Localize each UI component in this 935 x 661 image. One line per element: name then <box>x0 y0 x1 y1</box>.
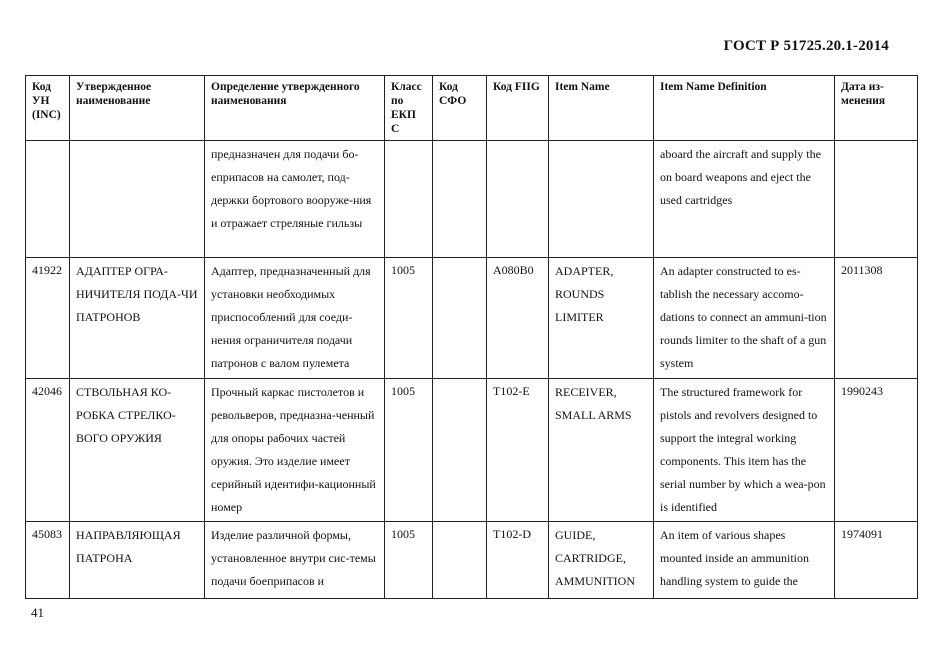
cell-approved-name: АДАПТЕР ОГРА-НИЧИТЕЛЯ ПОДА-ЧИ ПАТРОНОВ <box>70 258 205 379</box>
cell-approved-name: СТВОЛЬНАЯ КО-РОБКА СТРЕЛКО-ВОГО ОРУЖИЯ <box>70 379 205 522</box>
cell-fiig-code: T102-E <box>487 379 549 522</box>
table-row <box>26 141 918 258</box>
cell-item-name: ADAPTER, ROUNDS LIMITER <box>549 258 654 379</box>
table-row <box>26 522 918 599</box>
cell-fiig-code <box>487 141 549 258</box>
cell-item-name: GUIDE, CARTRIDGE, AMMUNITION <box>549 522 654 599</box>
cell-definition: предназначен для подачи бо-еприпасов на самолет, под-держки бортового вооруже-ния и отражает стреляные гильзы <box>205 141 385 258</box>
cell-change-date: 1990243 <box>835 379 918 522</box>
cell-change-date: 1974091 <box>835 522 918 599</box>
cell-definition: Изделие различной формы, установленное внутри сис-темы подачи боеприпасов и <box>205 522 385 599</box>
cell-fiig-code: T102-D <box>487 522 549 599</box>
header-ekps-class: Класс по ЕКП С <box>385 76 433 141</box>
cell-approved-name: НАПРАВЛЯЮЩАЯ ПАТРОНА <box>70 522 205 599</box>
cell-sfo-code <box>433 258 487 379</box>
cell-fiig-code: A080B0 <box>487 258 549 379</box>
cell-sfo-code <box>433 379 487 522</box>
cell-inc <box>26 141 70 258</box>
cell-ekps-class: 1005 <box>385 522 433 599</box>
page-number: 41 <box>31 605 44 620</box>
header-inc: Код УН (INC) <box>26 76 70 141</box>
header-fiig-code: Код FIIG <box>487 76 549 141</box>
header-item-name: Item Name <box>549 76 654 141</box>
cell-change-date <box>835 141 918 258</box>
table-row <box>26 258 918 379</box>
header-change-date: Дата из-менения <box>835 76 918 141</box>
catalog-table <box>25 75 918 599</box>
cell-inc: 41922 <box>26 258 70 379</box>
cell-item-name-definition: An item of various shapes mounted inside an ammunition handling system to guide the <box>654 522 835 599</box>
cell-item-name: RECEIVER, SMALL ARMS <box>549 379 654 522</box>
cell-item-name <box>549 141 654 258</box>
cell-approved-name <box>70 141 205 258</box>
cell-definition: Адаптер, предназначенный для установки необходимых приспособлений для соеди-нения ограничителя подачи патронов с валом пулемета <box>205 258 385 379</box>
header-item-name-definition: Item Name Definition <box>654 76 835 141</box>
document-code: ГОСТ Р 51725.20.1-2014 <box>723 38 889 54</box>
header-definition: Определение утвержденного наименования <box>205 76 385 141</box>
header-sfo-code: Код СФО <box>433 76 487 141</box>
cell-definition: Прочный каркас пистолетов и револьверов, предназна-ченный для опоры рабочих частей оружия. Это изделие имеет серийный идентифи-кационный номер <box>205 379 385 522</box>
cell-inc: 45083 <box>26 522 70 599</box>
cell-ekps-class: 1005 <box>385 258 433 379</box>
cell-inc: 42046 <box>26 379 70 522</box>
cell-change-date: 2011308 <box>835 258 918 379</box>
cell-ekps-class: 1005 <box>385 379 433 522</box>
table-row <box>26 379 918 522</box>
cell-item-name-definition: The structured framework for pistols and revolvers designed to support the integral working components. This item has the serial number by which a wea-pon is identified <box>654 379 835 522</box>
cell-item-name-definition: aboard the aircraft and supply the on board weapons and eject the used cartridges <box>654 141 835 258</box>
cell-item-name-definition: An adapter constructed to es-tablish the necessary accomo-dations to connect an ammuni-tion rounds limiter to the shaft of a gun system <box>654 258 835 379</box>
cell-sfo-code <box>433 141 487 258</box>
cell-ekps-class <box>385 141 433 258</box>
cell-sfo-code <box>433 522 487 599</box>
header-approved-name: Утвержденное наименование <box>70 76 205 141</box>
header-row <box>26 76 918 141</box>
